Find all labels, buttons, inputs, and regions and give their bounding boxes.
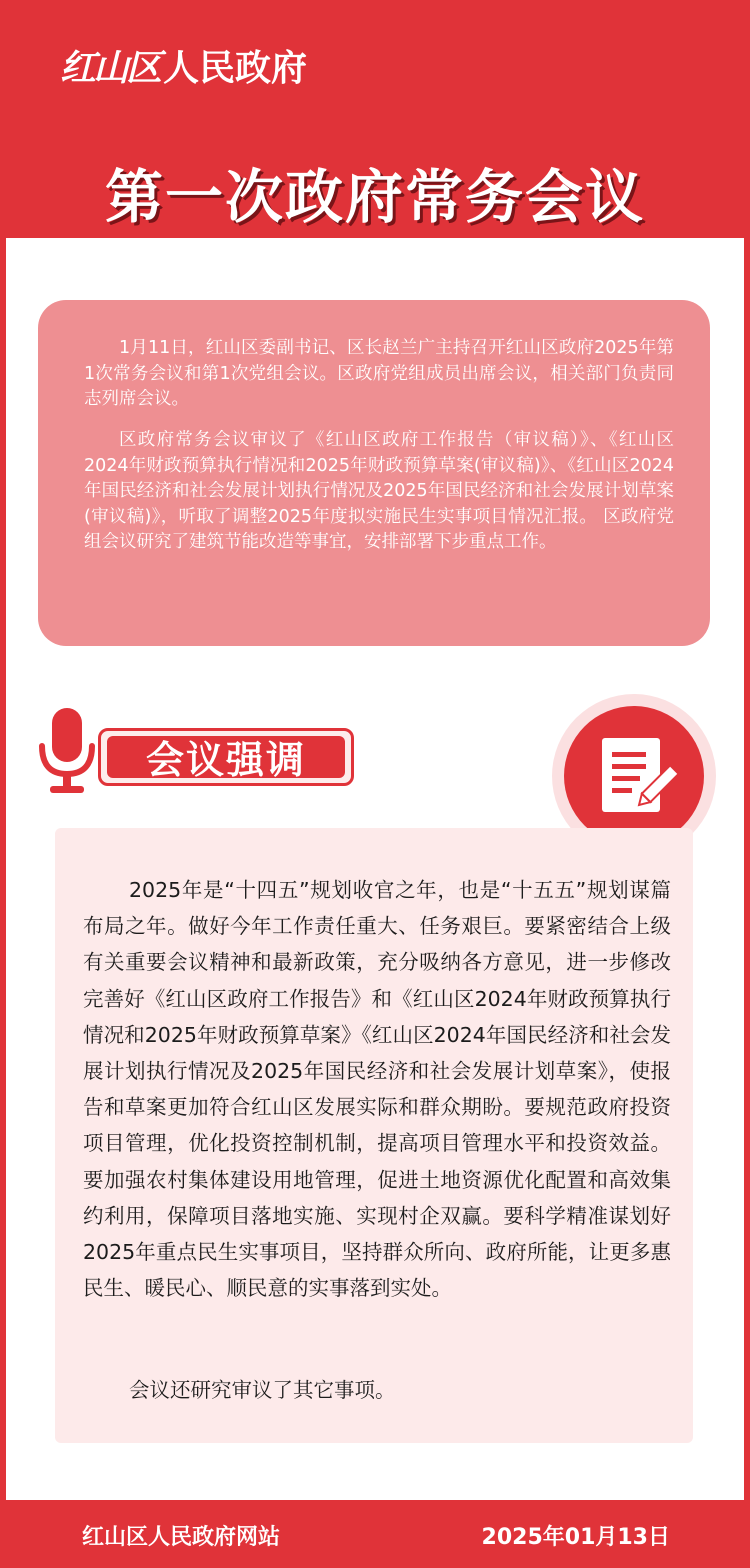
emphasis-content-box xyxy=(55,828,693,1443)
summary-paragraph-1: 1月11日，红山区委副书记、区长赵兰广主持召开红山区政府2025年第1次常务会议和第1次党组会议。区政府党组成员出席会议，相关部门负责同志列席会议。 xyxy=(84,338,674,409)
page-title: 第一次政府常务会议 xyxy=(104,163,645,231)
meeting-summary-box xyxy=(38,300,710,646)
left-border-strip xyxy=(0,238,6,1500)
emphasis-section-header xyxy=(36,708,326,796)
emphasis-label-fill xyxy=(107,736,345,782)
emphasis-label-frame xyxy=(98,728,354,786)
document-edit-icon xyxy=(564,706,704,846)
footer-bar xyxy=(0,1500,750,1568)
right-border-strip xyxy=(744,238,750,1500)
content-paragraph-2: 会议还研究审议了其它事项。 xyxy=(129,1378,396,1402)
emphasis-label: 会议强调 xyxy=(145,738,306,782)
footer-date: 2025年01月13日 xyxy=(481,1525,670,1550)
footer-site-name[interactable]: 红山区人民政府网站 xyxy=(82,1525,281,1550)
summary-paragraph-2: 区政府常务会议审议了《红山区政府工作报告（审议稿）》、《红山区2024年财政预算执行情况和2025年财政预算草案(审议稿)》、《红山区2024年国民经济和社会发展计划执行情况及2025年国民经济和社会发展计划草案(审议稿)》，听取了调整2025年度拟实施民生实事项目情况汇报。 区政府党组会议研究了建筑节能改造等事宜，安排部署下步重点工作。 xyxy=(84,430,674,552)
logo-text: 人民政府 xyxy=(163,47,308,89)
document-icon-circle xyxy=(564,706,704,846)
microphone-icon xyxy=(36,708,96,796)
header-banner xyxy=(0,0,750,238)
logo-script-text: 红山区 xyxy=(60,47,160,89)
government-logo[interactable] xyxy=(60,40,307,91)
content-paragraph-1: 2025年是“十四五”规划收官之年，也是“十五五”规划谋篇布局之年。做好今年工作责任重大、任务艰巨。要紧密结合上级有关重要会议精神和最新政策，充分吸纳各方意见，进一步修改完善好《红山区政府工作报告》和《红山区2024年财政预算执行情况和2025年财政预算草案》《红山区2024年国民经济和社会发展计划执行情况及2025年国民经济和社会发展计划草案》，使报告和草案更加符合红山区发展实际和群众期盼。要规范政府投资项目管理，优化投资控制机制，提高项目管理水平和投资效益。要加强农村集体建设用地管理，促进土地资源优化配置和高效集约利用，保障项目落地实施、实现村企双赢。要科学精准谋划好2025年重点民生实事项目，坚持群众所向、政府所能，让更多惠民生、暖民心、顺民意的实事落到实处。 xyxy=(83,878,671,1301)
